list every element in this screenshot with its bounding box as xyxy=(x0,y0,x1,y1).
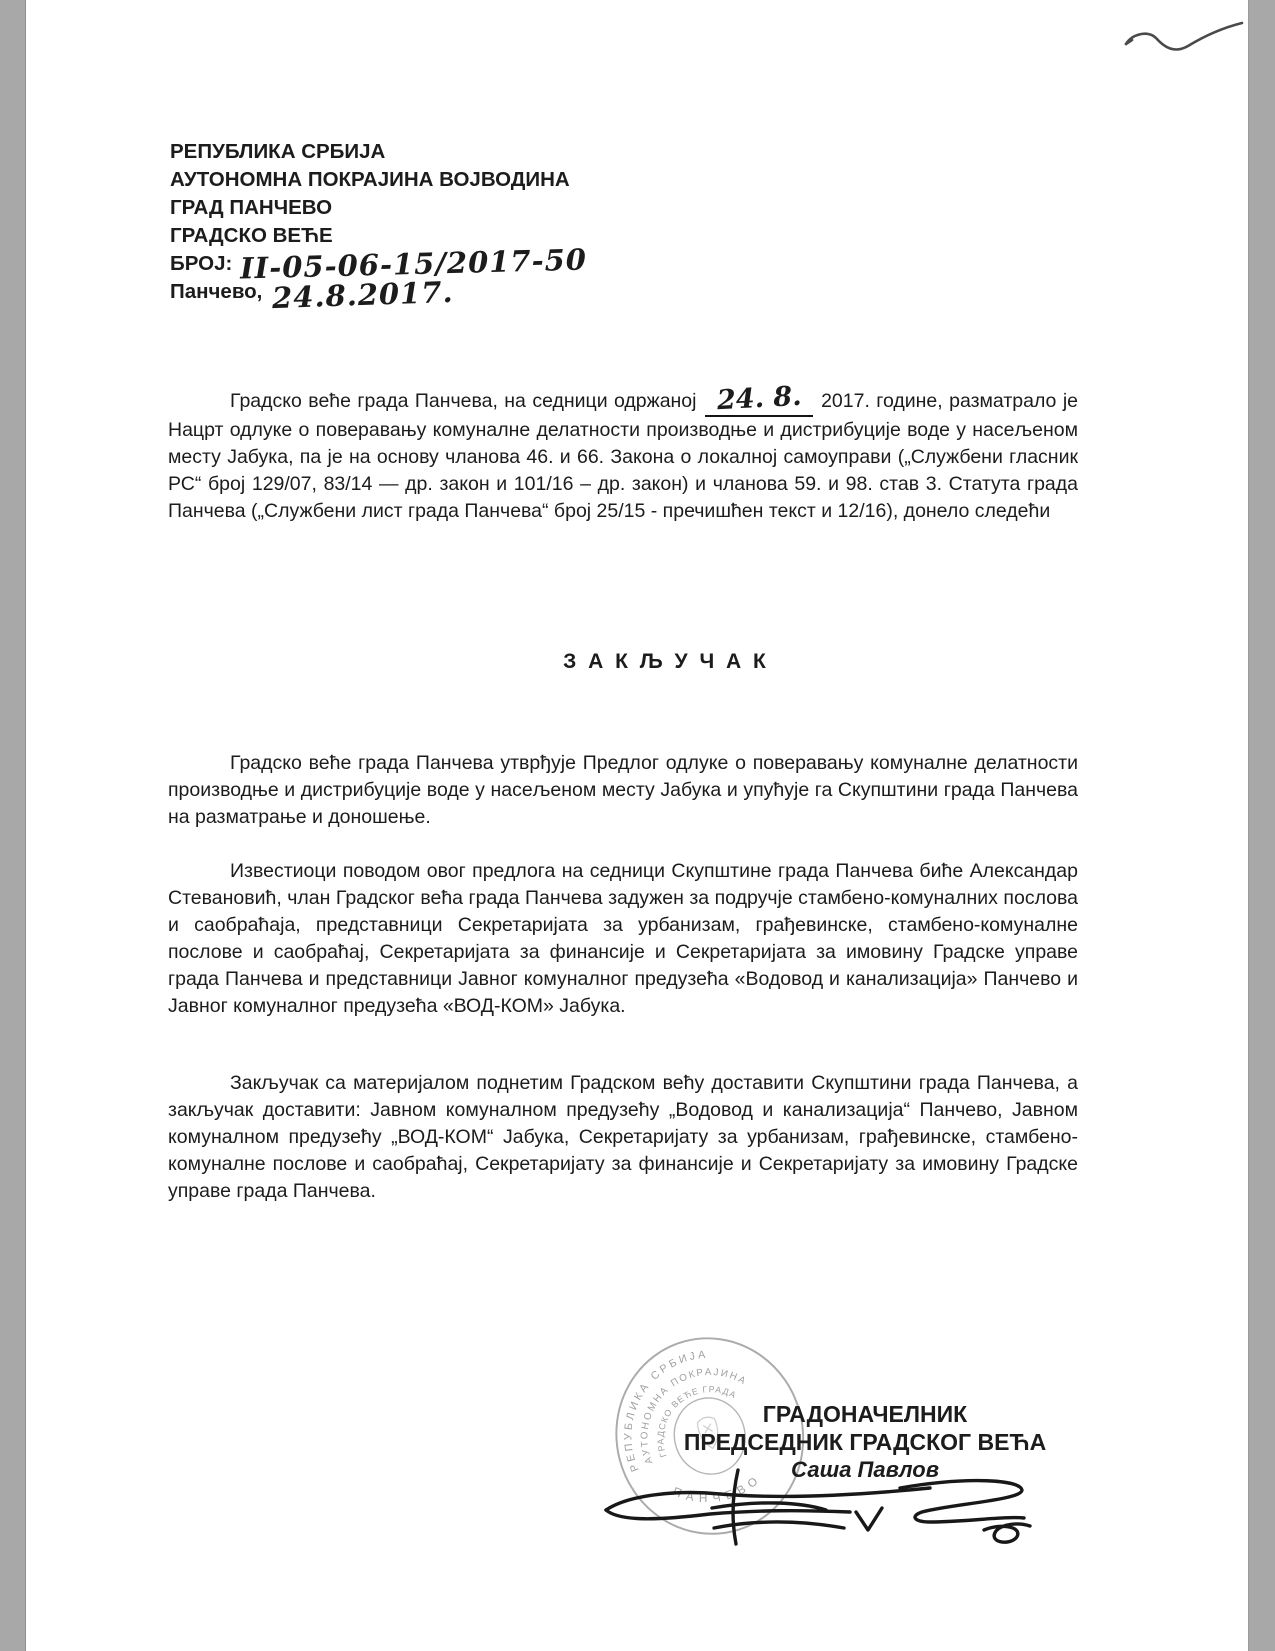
letterhead-city: ГРАД ПАНЧЕВО xyxy=(170,196,333,219)
session-date-handwritten: 24. 8. xyxy=(715,380,802,417)
stamp-ring-outer-text: РЕПУБЛИКА СРБИЈА xyxy=(622,1348,709,1474)
stamp-ring-middle-text: АУТОНОМНА ПОКРАЈИНА xyxy=(639,1366,749,1466)
signer-name: Саша Павлов xyxy=(790,1457,940,1482)
letterhead xyxy=(170,138,588,316)
signer-title-council-president: ПРЕДСЕДНИК ГРАДСКОГ ВЕЋА xyxy=(683,1429,1047,1455)
signer-title-mayor: ГРАДОНАЧЕЛНИК xyxy=(762,1401,968,1427)
session-date-blank xyxy=(705,380,814,417)
scan-edge-left xyxy=(0,0,26,1651)
stamp-ring-inner-text: ГРАДСКО ВЕЋЕ ГРАДА xyxy=(655,1384,739,1459)
intro-text-before-date: Градско веће града Панчева, на седници одржаној xyxy=(230,390,697,412)
paragraph-rapporteurs: Известиоци поводом овог предлога на седници Скупштине града Панчева биће Александар Стевановић, члан Градског већа града Панчева задужен за подручје стамбено-комуналних послова и саобраћаја, представници Секретаријата за урбанизам, грађевинске, стамбено-комуналне послове и саобраћај, Секретаријата за финансије и Секретаријата за имовину Градске управе града Панчева и представници Јавног комуналног предузећа «Водовод и канализација» Панчево и Јавног комуналног предузећа «ВОД-КОМ» Јабука. xyxy=(168,860,1078,1017)
document-title: З А К Љ У Ч А К xyxy=(563,650,769,673)
letterhead-republic: РЕПУБЛИКА СРБИЈА xyxy=(170,140,386,163)
document-number-line xyxy=(170,242,588,286)
handwritten-squiggle-mark xyxy=(1118,18,1248,64)
place-date-line xyxy=(170,274,587,316)
handwritten-signature xyxy=(600,1468,1040,1550)
scan-edge-right xyxy=(1248,0,1275,1651)
document-number-handwritten: II-05-06-15/2017-50 xyxy=(239,242,588,286)
intro-text-after-date: 2017. године, разматрало је Нацрт одлуке о поверавању комуналне делатности производње и дистрибуције воде у насељеном месту Јабука, па је на основу чланова 46. и 66. Закона о локалној самоуправи („Службени гласник РС“ број 129/07, 83/14 — др. закон и 101/16 – др. закон) и чланова 59. и 98. став 3. Статута града Панчева („Службени лист града Панчева“ број 25/15 - пречишћен текст и 12/16), донело следећи xyxy=(168,390,1078,522)
letterhead-province: АУТОНОМНА ПОКРАЈИНА ВОЈВОДИНА xyxy=(170,168,570,191)
paragraph-intro xyxy=(168,380,1078,525)
paragraph-distribution: Закључак са материјалом поднетим Градском већу доставити Скупштини града Панчева, а закључак доставити: Јавном комуналном предузећу „Водовод и канализација“ Панчево, Јавном комуналном предузећу „ВОД-КОМ“ Јабука, Секретаријату за урбанизам, грађевинске, стамбено-комуналне послове и саобраћај, Секретаријату за финансије и Секретаријату за имовину Градске управе града Панчева. xyxy=(168,1072,1078,1202)
stamp-bottom-text: ПАНЧЕВО xyxy=(670,1471,765,1506)
header-date-handwritten: 24.8.2017. xyxy=(271,274,455,316)
paragraph-decision: Градско веће града Панчева утврђује Предлог одлуке о поверавању комуналне делатности производње и дистрибуције воде у насељеном месту Јабука и упућује га Скупштини града Панчева на разматрање и доношење. xyxy=(168,752,1078,828)
letterhead-council: ГРАДСКО ВЕЋЕ xyxy=(170,224,333,247)
place-label: Панчево, xyxy=(170,280,263,303)
document-number-label: БРОЈ: xyxy=(170,252,233,275)
